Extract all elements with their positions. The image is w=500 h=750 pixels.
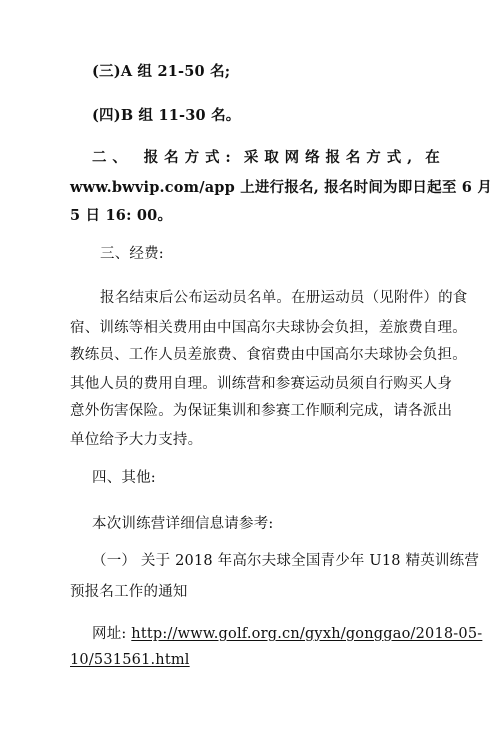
notice-title-line-2: 预报名工作的通知 (70, 584, 188, 600)
website-link-part-1[interactable]: http://www.golf.org.cn/gyxh/gonggao/2018-05- (131, 626, 483, 642)
fees-paragraph-line-6: 单位给予大力支持。 (70, 432, 203, 448)
fees-paragraph-line-2: 宿、训练等相关费用由中国高尔夫球协会负担，差旅费自理。 (70, 320, 467, 336)
item-group-b: (四)B 组 11-30 名。 (92, 107, 241, 124)
website-link-part-2[interactable]: 10/531561.html (70, 652, 190, 668)
registration-line-2: www.bwvip.com/app 上进行报名, 报名时间为即日起至 6 月 (70, 179, 493, 196)
fees-paragraph-line-5: 意外伤害保险。为保证集训和参赛工作顺利完成，请各派出 (70, 403, 453, 419)
registration-line-3: 5 日 16: 00。 (70, 207, 173, 224)
reference-intro: 本次训练营详细信息请参考: (92, 516, 274, 532)
section-heading-registration: 二、 报名方式: 采取网络报名方式, 在 (92, 149, 442, 166)
fees-paragraph-line-3: 教练员、工作人员差旅费、食宿费由中国高尔夫球协会负担。 (70, 347, 467, 363)
fees-paragraph-line-1: 报名结束后公布运动员名单。在册运动员（见附件）的食 (100, 290, 468, 306)
website-label: 网址: (92, 626, 132, 642)
notice-title-line-1: （一） 关于 2018 年高尔夫球全国青少年 U18 精英训练营 (92, 553, 480, 569)
item-group-a: (三)A 组 21-50 名; (92, 63, 231, 80)
fees-paragraph-line-4: 其他人员的费用自理。训练营和参赛运动员须自行购买人身 (70, 376, 453, 392)
section-heading-other: 四、其他: (92, 470, 156, 486)
website-line-2 (70, 650, 442, 670)
section-heading-fees: 三、经费: (100, 246, 164, 262)
website-line-1 (92, 624, 483, 644)
